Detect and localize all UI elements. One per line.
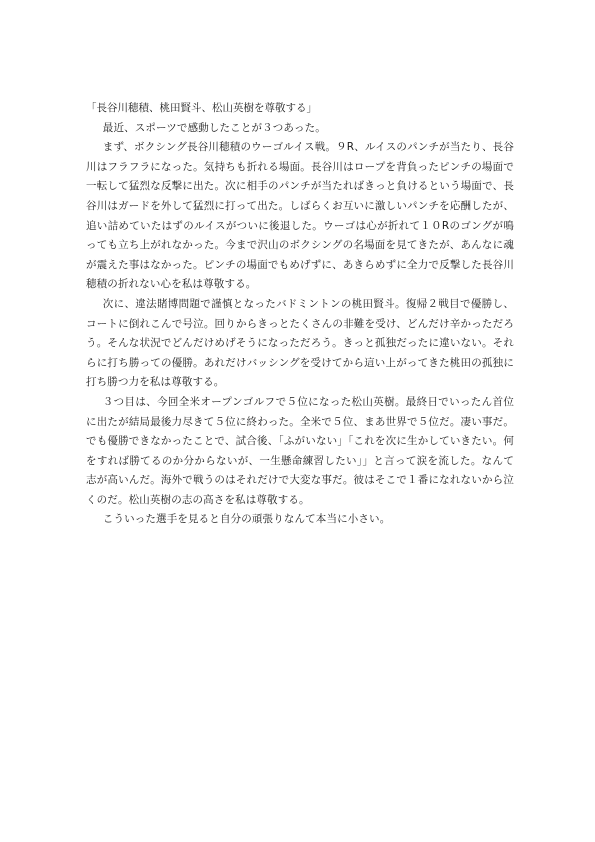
paragraph-matsuyama: ３つ目は、今回全米オープンゴルフで５位になった松山英樹。最終日でいったん首位に出たが結局最後力尽きて５位に終わった。全米で５位、まあ世界で５位だ。凄い事だ。でも優勝できなかったことで、試合後、「ふがいない」「これを次に生かしていきたい。何をすれば勝てるのか分からないが、一生懸命練習したい」」と言って涙を流した。なんて志が高いんだ。海外で戦うのはそれだけで大変な事だ。彼はそこで１番になれないから泣くのだ。松山英樹の志の高さを私は尊敬する。 bbox=[86, 395, 514, 506]
document-body bbox=[86, 99, 514, 530]
paragraph-hasegawa: まず、ボクシング長谷川穂積のウーゴルイス戦。９R、ルイスのパンチが当たり、長谷川はフラフラになった。気持ちも折れる場面。長谷川はロープを背負ったピンチの場面で一転して猛烈な反撃に出た。次に相手のパンチが当たればきっと負けるという場面で、長谷川はガードを外して猛烈に打って出た。しばらくお互いに激しいパンチを応酬したが、追い詰めていたはずのルイスがついに後退した。ウーゴは心が折れて１０Rのゴングが鳴っても立ち上がれなかった。今まで沢山のボクシングの名場面を見てきたが、あんなに魂が震えた事はなかった。ピンチの場面でもめげずに、あきらめずに全力で反撃した長谷川穂積の折れない心を私は尊敬する。 bbox=[86, 141, 514, 291]
paragraph-momota: 次に、違法賭博問題で謹慎となったバドミントンの桃田賢斗。復帰２戦目で優勝し、コートに倒れこんで号泣。回りからきっとたくさんの非難を受け、どんだけ辛かっただろう。そんな状況でどんだけめげそうになっただろう。きっと孤独だったに違いない。それらに打ち勝っての優勝。あれだけバッシングを受けてから這い上がってきた桃田の孤独に打ち勝つ力を私は尊敬する。 bbox=[86, 297, 514, 389]
document-title: 「長谷川穂積、桃田賢斗、松山英樹を尊敬する」 bbox=[86, 102, 317, 114]
paragraph-conclusion: こういった選手を見ると自分の頑張りなんて本当に小さい。 bbox=[102, 513, 391, 526]
paragraph-intro: 最近、スポーツで感動したことが３つあった。 bbox=[102, 121, 326, 134]
